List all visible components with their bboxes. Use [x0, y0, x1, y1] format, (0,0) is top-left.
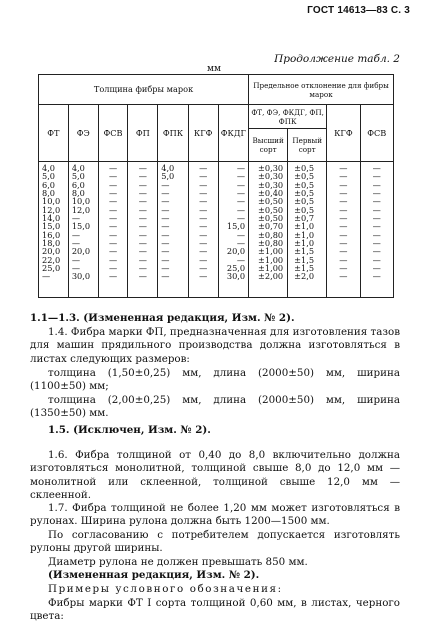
- thickness-table: [38, 74, 394, 298]
- paragraph-sizes-1: толщина (1,50±0,25) мм, длина (2000±50) мм, ширина (1100±50) мм;: [30, 367, 400, 393]
- table-unit: мм: [207, 64, 222, 74]
- col-header-fp: ФП: [128, 105, 158, 162]
- paragraph-1-7: 1.7. Фибра толщиной не более 1,20 мм может изготовляться в рулонах. Ширина рулона должна быть 1200—1500 мм.: [30, 502, 400, 528]
- table-continuation-label: Продолжение табл. 2: [274, 53, 400, 65]
- paragraph-sizes-2: толщина (2,00±0,25) мм, длина (2000±50) мм, ширина (1350±50) мм.: [30, 394, 400, 420]
- col-header-ft: ФТ: [39, 105, 69, 162]
- col-header-grade-first: Первый сорт: [288, 129, 327, 162]
- paragraph-1-4: 1.4. Фибра марки ФП, предназначенная для изготовления тазов для машин прядильного производства должна изготовляться в листах следующих размеров:: [30, 326, 400, 365]
- paragraph-1-6: 1.6. Фибра толщиной от 0,40 до 8,0 включительно должна изготовляться монолитной, толщиной свыше 8,0 до 12,0 мм — монолитной или склеенной, толщиной свыше 12,0 мм — склеенной.: [30, 449, 400, 502]
- col-kgf-values: — — — — — — — — — — — — — —: [188, 162, 218, 298]
- header-deviation-group: Предельное отклонение для фибры марок: [249, 75, 394, 105]
- paragraph-examples-heading: Примеры условного обозначения:: [48, 583, 283, 595]
- col-header-fsv: ФСВ: [98, 105, 128, 162]
- col-kgf-deviation-values: — — — — — — — — — — — — — —: [327, 162, 360, 298]
- col-header-fpk: ФПК: [158, 105, 189, 162]
- col-header-kgf: КГФ: [188, 105, 218, 162]
- paragraph-example-1: Фибры марки ФТ I сорта толщиной 0,60 мм, в листах, черного цвета:: [30, 597, 400, 623]
- header-thickness-group: Толщина фибры марок: [39, 75, 249, 105]
- paragraph-1-5: 1.5. (Исключен, Изм. № 2).: [48, 424, 211, 436]
- paragraph-diameter: Диаметр рулона не должен превышать 850 мм.: [48, 556, 308, 568]
- col-header-fkdg: ФКДГ: [218, 105, 249, 162]
- col-header-grade-top: Высший сорт: [249, 129, 288, 162]
- paragraph-amended: (Измененная редакция, Изм. № 2).: [48, 569, 260, 581]
- col-fkdg-values: — — — — — — — 15,0 — — 20,0 — 25,0 30,0: [218, 162, 249, 298]
- col-grade-first-values: ±0,5 ±0,5 ±0,5 ±0,5 ±0,5 ±0,5 ±0,7 ±1,0 ±1,0 ±1,0 ±1,5 ±1,5 ±1,5 ±2,0: [288, 162, 327, 298]
- col-ft-values: 4,0 5,0 6,0 8,0 10,0 12,0 14,0 15,0 16,0 18,0 20,0 22,0 25,0 —: [39, 162, 69, 298]
- col-header-fsv-deviation: ФСВ: [360, 105, 393, 162]
- col-fsv-deviation-values: — — — — — — — — — — — — — —: [360, 162, 393, 298]
- header-subgroup: ФТ, ФЭ, ФКДГ, ФП, ФПК: [249, 105, 327, 129]
- paragraph-agreement: По согласованию с потребителем допускается изготовлять рулоны другой ширины.: [30, 529, 400, 555]
- col-fp-values: — — — — — — — — — — — — — —: [128, 162, 158, 298]
- col-header-fe: ФЭ: [68, 105, 98, 162]
- col-grade-top-values: ±0,30 ±0,30 ±0,30 ±0,40 ±0,50 ±0,50 ±0,50 ±0,70 ±0,80 ±0,80 ±1,00 ±1,00 ±1,00 ±2,00: [249, 162, 288, 298]
- paragraph-1-1: 1.1—1.3. (Измененная редакция, Изм. № 2).: [30, 312, 295, 324]
- col-fsv-values: — — — — — — — — — — — — — —: [98, 162, 128, 298]
- col-fpk-values: 4,0 5,0 — — — — — — — — — — — —: [158, 162, 189, 298]
- col-header-kgf-deviation: КГФ: [327, 105, 360, 162]
- page-header: ГОСТ 14613—83 С. 3: [307, 5, 410, 16]
- col-fe-values: 4,0 5,0 6,0 8,0 10,0 12,0 — 15,0 — — 20,0 — — 30,0: [68, 162, 98, 298]
